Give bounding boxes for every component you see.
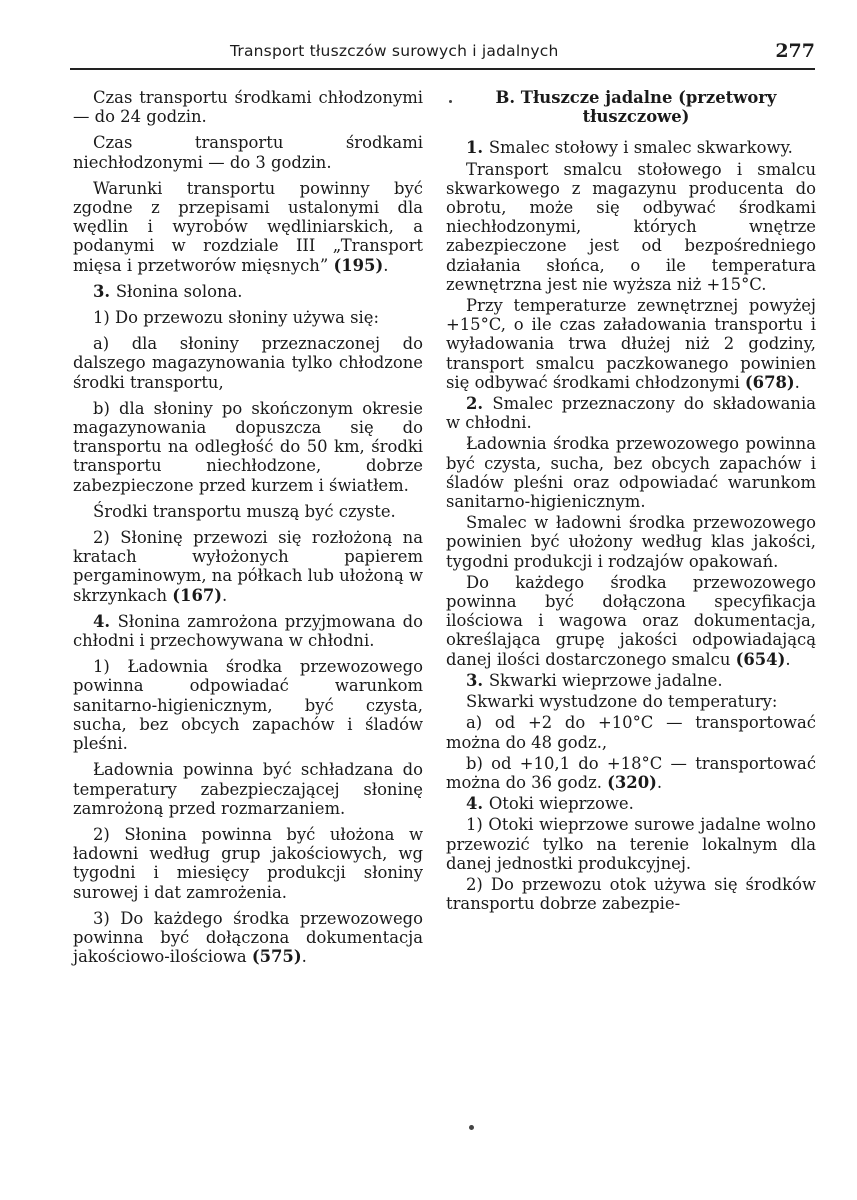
section-heading-text: Smalec przeznaczony do składowania w chłodni. bbox=[446, 394, 816, 433]
ink-dot bbox=[469, 1125, 474, 1130]
reference-number: (320) bbox=[607, 772, 657, 792]
paragraph bbox=[73, 760, 423, 818]
left-column bbox=[73, 88, 423, 973]
paragraph-text bbox=[93, 282, 243, 301]
paragraph-text: 1) Ładownia środka przewozowego powinna odpowiadać warunkom sanitarno-higienicznym, być czysta, sucha, bez obcych zapachów i śladów pleśni. bbox=[73, 657, 423, 754]
paragraph-text: Czas transportu środkami chłodzonymi — do 24 godzin. bbox=[73, 88, 423, 127]
paragraph bbox=[73, 825, 423, 902]
paragraph bbox=[446, 692, 816, 711]
header-rule bbox=[70, 68, 815, 70]
paragraph bbox=[73, 909, 423, 967]
paragraph bbox=[446, 713, 816, 751]
paragraph bbox=[73, 502, 423, 521]
paragraph-text: 1) Otoki wieprzowe surowe jadalne wolno przewozić tylko na terenie lokalnym dla danej jednostki produkcyjnej. bbox=[446, 815, 816, 873]
ink-dot bbox=[449, 100, 452, 103]
paragraph bbox=[446, 434, 816, 511]
section-heading-text: Smalec stołowy i smalec skwarkowy. bbox=[488, 138, 793, 158]
reference-number: (167) bbox=[172, 585, 223, 605]
paragraph-text: Czas transportu środkami niechłodzonymi — do 3 godzin. bbox=[73, 133, 423, 172]
paragraph-text: Przy temperaturze zewnętrznej powyżej +15°C, o ile czas załadowania transportu i wyładowania trwa dłużej niż 2 godziny, transport smalcu paczkowanego powinien się odbywać środkami chłodzonymi bbox=[446, 296, 816, 392]
paragraph bbox=[73, 282, 423, 301]
section-number: 4. bbox=[93, 611, 118, 631]
section-number: 1. bbox=[466, 138, 489, 158]
paragraph-tail: . bbox=[222, 585, 228, 605]
paragraph bbox=[446, 875, 816, 913]
paragraph-text: a) od +2 do +10°C — transportować można do 48 godz., bbox=[446, 713, 816, 752]
paragraph-text: Warunki transportu powinny być zgodne z przepisami ustalonymi dla wędlin i wyrobów wędliniarskich, a podanymi w rozdziale III „Transport mięsa i przetworów mięsnych” bbox=[73, 178, 423, 275]
section-heading-text: Słonina zamrożona przyjmowana do chłodni i przechowywana w chłodni. bbox=[73, 611, 423, 651]
section-number: 2. bbox=[466, 394, 493, 414]
reference-number: (678) bbox=[744, 372, 795, 392]
running-title: Transport tłuszczów surowych i jadalnych bbox=[230, 42, 559, 60]
paragraph bbox=[446, 160, 816, 294]
paragraph bbox=[446, 513, 816, 571]
paragraph bbox=[446, 815, 816, 873]
section-heading-text: Słonina solona. bbox=[115, 281, 243, 301]
paragraph-text: 2) Słoninę przewozi się rozłożoną na kratach wyłożonych papierem pergaminowym, na półkach lub ułożoną w skrzynkach bbox=[73, 528, 423, 605]
paragraph-text: Transport smalcu stołowego i smalcu skwarkowego z magazynu producenta do obrotu, może się odbywać środkami niechłodzonymi, których wnętrze zabezpieczone jest od bezpośredniego działania słońca, o ile temperatura zewnętrzna jest nie wyższa niż +15°C. bbox=[446, 159, 816, 294]
paragraph-text: 2) Słonina powinna być ułożona w ładowni według grup jakościowych, wg tygodni i miesięcy produkcji słoniny surowej i dat zamrożenia. bbox=[73, 824, 423, 902]
section-number: 3. bbox=[466, 670, 489, 690]
reference-number: (195) bbox=[333, 255, 384, 275]
paragraph bbox=[73, 133, 423, 171]
reference-number: (575) bbox=[251, 947, 302, 967]
paragraph-tail: . bbox=[785, 649, 791, 669]
section-number: 3. bbox=[93, 281, 116, 301]
paragraph-text bbox=[446, 394, 816, 432]
page-number: 277 bbox=[775, 40, 815, 62]
running-header bbox=[70, 38, 815, 66]
paragraph bbox=[73, 308, 423, 327]
paragraph bbox=[73, 334, 423, 392]
section-heading-text: Otoki wieprzowe. bbox=[488, 794, 634, 814]
section-heading-text: Skwarki wieprzowe jadalne. bbox=[488, 670, 723, 690]
paragraph bbox=[446, 573, 816, 669]
paragraph-tail: . bbox=[794, 372, 800, 392]
paragraph bbox=[446, 794, 816, 813]
right-column bbox=[446, 88, 816, 915]
paragraph bbox=[73, 399, 423, 495]
paragraph-tail: . bbox=[301, 947, 307, 967]
section-title: B. Tłuszcze jadalne (przetwory tłuszczowe) bbox=[495, 88, 777, 127]
paragraph bbox=[73, 612, 423, 650]
reference-number: (654) bbox=[735, 649, 786, 669]
paragraph-text bbox=[466, 138, 793, 157]
paragraph bbox=[73, 88, 423, 126]
paragraph-text bbox=[466, 671, 723, 690]
paragraph bbox=[446, 754, 816, 792]
paragraph-text: Ładownia powinna być schładzana do temperatury zabezpieczającej słoninę zamrożoną przed rozmarzaniem. bbox=[73, 760, 423, 818]
paragraph-text: Skwarki wystudzone do temperatury: bbox=[466, 692, 778, 712]
paragraph-text: b) od +10,1 do +18°C — transportować można do 36 godz. bbox=[446, 753, 816, 792]
paragraph bbox=[446, 671, 816, 690]
paragraph bbox=[73, 657, 423, 753]
paragraph-text bbox=[466, 794, 634, 813]
paragraph bbox=[446, 394, 816, 432]
paragraph-text: b) dla słoniny po skończonym okresie magazynowania dopuszcza się do transportu na odległość do 50 km, środki transportu niechłodzone, dobrze zabezpieczone przed kurzem i światłem. bbox=[73, 398, 423, 495]
paragraph-text: 1) Do przewozu słoniny używa się: bbox=[93, 308, 379, 328]
section-number: 4. bbox=[466, 794, 489, 814]
paragraph-text: 2) Do przewozu otok używa się środków transportu dobrze zabezpie- bbox=[446, 874, 816, 914]
paragraph bbox=[73, 179, 423, 275]
paragraph-tail: . bbox=[383, 255, 389, 275]
paragraph-text: a) dla słoniny przeznaczonej do dalszego magazynowania tylko chłodzone środki transportu, bbox=[73, 334, 423, 392]
paragraph-tail: . bbox=[656, 772, 663, 792]
paragraph-text: 3) Do każdego środka przewozowego powinna być dołączona dokumentacja jakościowo-ilościowa bbox=[73, 908, 423, 967]
paragraph bbox=[446, 296, 816, 392]
paragraph-text: Ładownia środka przewozowego powinna być czysta, sucha, bez obcych zapachów i śladów pleśni oraz odpowiadać warunkom sanitarno-higienicznym. bbox=[446, 434, 816, 512]
paragraph-text bbox=[73, 612, 423, 650]
right-column-body bbox=[446, 138, 816, 913]
paragraph-text: Do każdego środka przewozowego powinna być dołączona specyfikacja ilościowa i wagowa oraz dokumentacja, określająca grupę jakości odpowiadającą danej ilości dostarczonego smalcu bbox=[446, 572, 816, 669]
paragraph bbox=[446, 138, 816, 157]
paragraph bbox=[73, 528, 423, 605]
paragraph-text: Środki transportu muszą być czyste. bbox=[93, 501, 396, 521]
paragraph-text: Smalec w ładowni środka przewozowego powinien być ułożony według klas jakości, tygodni produkcji i rodzajów opakowań. bbox=[446, 513, 816, 571]
